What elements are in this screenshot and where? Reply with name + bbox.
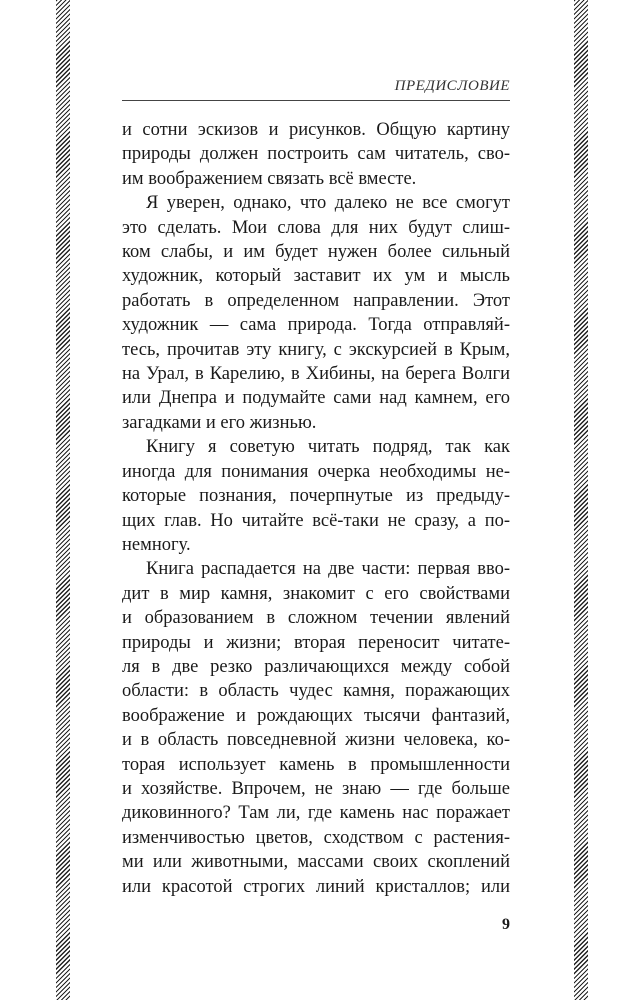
text-line: области: в область чудес камня, поражающих <box>122 681 510 702</box>
text-line: диковинного? Там ли, где камень нас поражает <box>122 803 510 824</box>
text-line: Я уверен, однако, что далеко не все смогут <box>146 193 510 214</box>
text-line: им воображением связать всё вместе. <box>122 168 417 189</box>
right-decorative-border <box>574 0 588 1000</box>
text-line: и сотни эскизов и рисунков. Общую картину <box>122 120 510 140</box>
text-line: ля в две резко различающихся между собой <box>122 656 510 677</box>
text-line: и хозяйстве. Впрочем, не знаю — где больше <box>122 778 510 799</box>
text-line: работать в определенном направлении. Этот <box>122 290 510 311</box>
text-line: Книгу я советую читать подряд, так как <box>146 437 510 458</box>
text-line: ком слабы, и им будет нужен более сильный <box>122 242 510 263</box>
text-line: художник, который заставит их ум и мысль <box>122 266 510 287</box>
text-line: и в область повседневной жизни человека, ко- <box>122 730 510 751</box>
text-line: или красотой строгих линий кристаллов; или <box>122 876 510 897</box>
left-decorative-border <box>56 0 70 1000</box>
text-line: воображение и рождающих тысячи фантазий, <box>122 705 510 726</box>
text-line: ми или животными, массами своих скоплений <box>122 852 510 873</box>
text-line: загадками и его жизнью. <box>122 412 317 433</box>
page-number: 9 <box>502 916 510 933</box>
text-line: на Урал, в Карелию, в Хибины, на берега Волги <box>122 364 510 385</box>
text-line: это сделать. Мои слова для них будут слиш- <box>122 217 510 238</box>
body-text <box>122 118 510 899</box>
text-line: художник — сама природа. Тогда отправляй- <box>122 315 510 336</box>
text-line: иногда для понимания очерка необходимы не- <box>122 461 510 482</box>
text-line: изменчивостью цветов, сходством с растения- <box>122 827 510 848</box>
text-line: немногу. <box>122 534 191 555</box>
text-line: и образованием в сложном течении явлений <box>122 608 510 629</box>
text-line: природы должен построить сам читатель, сво- <box>122 144 510 165</box>
text-line: дит в мир камня, знакомит с его свойствами <box>122 583 510 604</box>
text-line: Книга распадается на две части: первая вво- <box>146 559 510 580</box>
text-line: торая использует камень в промышленности <box>122 754 510 775</box>
text-line: или Днепра и подумайте сами над камнем, его <box>122 388 510 409</box>
text-line: которые познания, почерпнутые из предыду- <box>122 486 510 507</box>
text-line: природы и жизни; вторая переносит читате- <box>122 632 510 653</box>
text-line: тесь, прочитав эту книгу, с экскурсией в Крым, <box>122 339 510 360</box>
header-rule <box>122 100 510 101</box>
running-head: ПРЕДИСЛОВИЕ <box>394 78 510 94</box>
text-line: щих глав. Но читайте всё-таки не сразу, а по- <box>122 510 510 531</box>
